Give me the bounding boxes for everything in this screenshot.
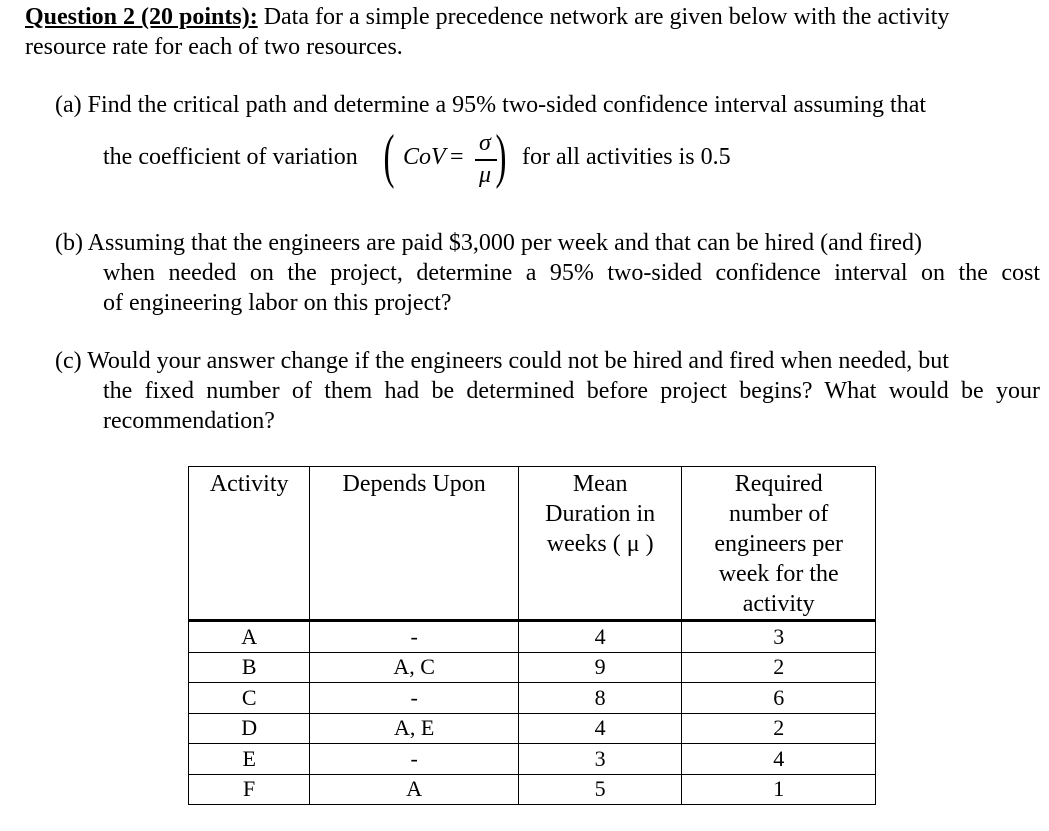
header-req-line2: number of [729,501,829,527]
table-row [189,683,876,714]
header-req-line1: Required [734,471,823,497]
table-row [189,652,876,683]
cell-depends: A, C [310,652,519,683]
sigma-symbol: σ [479,130,491,156]
mu-symbol: μ [479,162,492,188]
precedence-table [188,466,876,805]
cell-activity: E [189,744,310,775]
part-a-prefix: the coefficient of variation [103,144,358,170]
table-row [189,713,876,744]
question-header [25,2,1041,32]
part-a-suffix: for all activities is 0.5 [522,144,731,170]
cell-mean: 3 [518,744,681,775]
cov-label: CoV [403,144,446,170]
cell-depends: - [310,683,519,714]
table-row [189,744,876,775]
part-c-line3: recommendation? [103,408,275,434]
table-row [189,621,876,653]
cell-engineers: 1 [682,774,876,805]
question-intro-line1: Data for a simple precedence network are given below with the activity [263,4,950,30]
right-paren: ) [495,123,507,189]
part-c-line2: the fixed number of them had be determined before project begins? What would be your [103,378,1040,404]
header-depends-upon: Depends Upon [310,467,519,621]
part-a-line1: (a) Find the critical path and determine a 95% two-sided confidence interval assuming that [55,92,927,118]
cell-depends: A, E [310,713,519,744]
cell-activity: A [189,621,310,653]
cell-mean: 8 [518,683,681,714]
cell-activity: C [189,683,310,714]
left-paren: ( [383,123,395,189]
cell-mean: 9 [518,652,681,683]
header-required-engineers [682,467,876,621]
cell-depends: A [310,774,519,805]
part-b-line1: (b) Assuming that the engineers are paid $3,000 per week and that can be hired (and fired) [55,230,923,256]
table-header-row [189,467,876,621]
cell-mean: 5 [518,774,681,805]
cell-depends: - [310,621,519,653]
cell-engineers: 4 [682,744,876,775]
header-req-line3: engineers per [714,531,843,557]
cell-activity: F [189,774,310,805]
header-mean-line2: Duration in [545,501,656,527]
part-b-line3: of engineering labor on this project? [103,290,452,316]
cell-engineers: 2 [682,652,876,683]
cell-mean: 4 [518,621,681,653]
header-mean-duration [518,467,681,621]
cell-mean: 4 [518,713,681,744]
cov-formula [363,124,521,194]
equals-sign: = [450,144,464,170]
header-req-line5: activity [742,591,815,617]
table-row [189,774,876,805]
cell-activity: B [189,652,310,683]
header-mean-line3: weeks ( μ ) [546,531,654,557]
cell-depends: - [310,744,519,775]
cell-engineers: 6 [682,683,876,714]
header-req-line4: week for the [718,561,839,587]
cell-engineers: 3 [682,621,876,653]
header-mean-line1: Mean [572,471,628,497]
part-c-line1: (c) Would your answer change if the engineers could not be hired and fired when needed, but [55,348,949,374]
part-b-line2: when needed on the project, determine a 95% two-sided confidence interval on the cost [103,260,1040,286]
cell-engineers: 2 [682,713,876,744]
cell-activity: D [189,713,310,744]
header-activity: Activity [189,467,310,621]
question-title: Question 2 (20 points): [25,4,258,30]
question-intro-line2: resource rate for each of two resources. [25,34,403,60]
